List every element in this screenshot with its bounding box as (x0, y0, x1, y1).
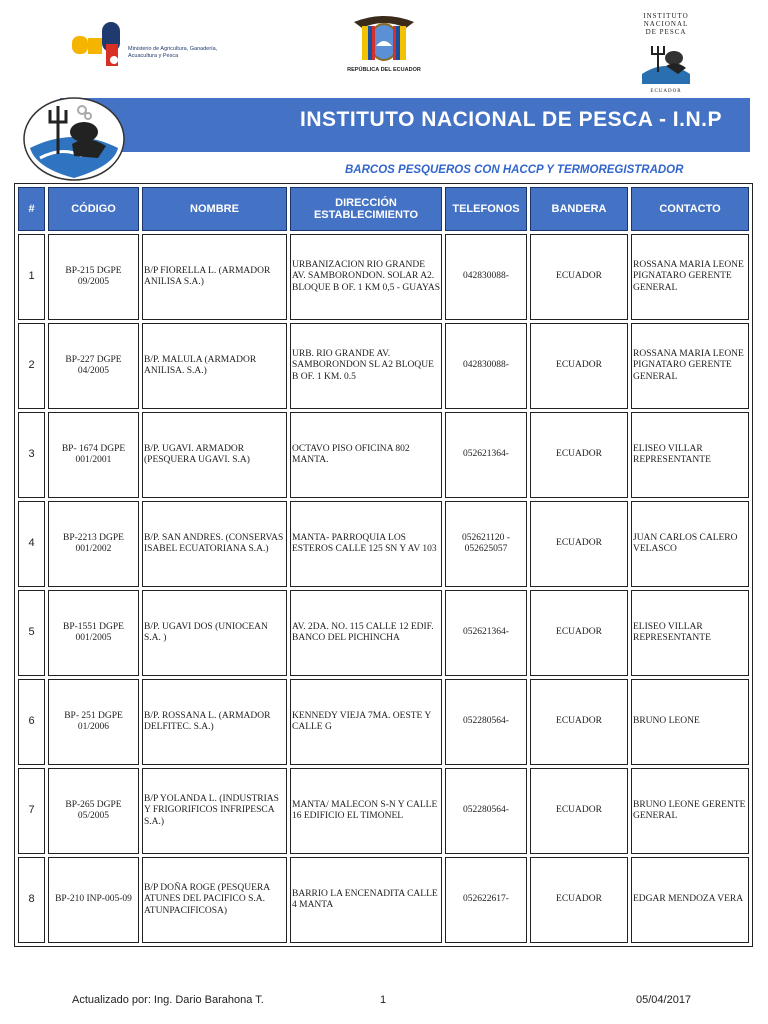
table-row (18, 501, 749, 587)
cell-codigo: BP-210 INP-005-09 (48, 857, 139, 943)
cell-contacto: BRUNO LEONE GERENTE GENERAL (631, 768, 749, 854)
cell-codigo: BP-265 DGPE 05/2005 (48, 768, 139, 854)
inp-logo-line3: DE PESCA (645, 28, 687, 36)
cell-nombre: B/P DOÑA ROGE (PESQUERA ATUNES DEL PACIFICO S.A. ATUNPACIFICOSA) (142, 857, 287, 943)
inp-logo-line2: NACIONAL (643, 20, 689, 28)
cell-nombre: B/P. UGAVI. ARMADOR (PESQUERA UGAVI. S.A) (142, 412, 287, 498)
cell-direccion: AV. 2DA. NO. 115 CALLE 12 EDIF. BANCO DEL PICHINCHA (290, 590, 442, 676)
cell-codigo: BP-215 DGPE 09/2005 (48, 234, 139, 320)
cell-nombre: B/P YOLANDA L. (INDUSTRIAS Y FRIGORIFICOS INFRIPESCA S.A.) (142, 768, 287, 854)
cell-direccion: KENNEDY VIEJA 7MA. OESTE Y CALLE G (290, 679, 442, 765)
cell-nombre: B/P. UGAVI DOS (UNIOCEAN S.A. ) (142, 590, 287, 676)
col-header-telefonos: TELEFONOS (445, 187, 527, 231)
ministry-emblem-icon (72, 18, 124, 68)
footer-date: 05/04/2017 (636, 994, 692, 1006)
table-row (18, 679, 749, 765)
table-row (18, 857, 749, 943)
cell-codigo: BP-1551 DGPE 001/2005 (48, 590, 139, 676)
table-row (18, 590, 749, 676)
cell-codigo: BP- 251 DGPE 01/2006 (48, 679, 139, 765)
cell-telefonos: 052621364- (445, 412, 527, 498)
cell-direccion: OCTAVO PISO OFICINA 802 MANTA. (290, 412, 442, 498)
table-header-row (18, 187, 749, 231)
footer-updated-by: Actualizado por: Ing. Dario Barahona T. (72, 994, 264, 1006)
cell-bandera: ECUADOR (530, 679, 628, 765)
cell-telefonos: 052280564- (445, 679, 527, 765)
cell-direccion: URBANIZACION RIO GRANDE AV. SAMBORONDON. SOLAR A2. BLOQUE B OF. 1 KM 0,5 - GUAYAS (290, 234, 442, 320)
neptune-icon (638, 38, 694, 84)
cell-nombre: B/P. SAN ANDRES. (CONSERVAS ISABEL ECUATORIANA S.A.) (142, 501, 287, 587)
cell-bandera: ECUADOR (530, 501, 628, 587)
col-header-num: # (18, 187, 45, 231)
cell-num: 5 (18, 590, 45, 676)
cell-bandera: ECUADOR (530, 323, 628, 409)
cell-num: 1 (18, 234, 45, 320)
vessels-table (14, 183, 753, 947)
cell-nombre: B/P FIORELLA L. (ARMADOR ANILISA S.A.) (142, 234, 287, 320)
cell-telefonos: 042830088- (445, 323, 527, 409)
inp-logo-line1: INSTITUTO (643, 12, 689, 20)
cell-bandera: ECUADOR (530, 857, 628, 943)
table-row (18, 323, 749, 409)
cell-direccion: MANTA/ MALECON S-N Y CALLE 16 EDIFICIO EL TIMONEL (290, 768, 442, 854)
cell-direccion: MANTA- PARROQUIA LOS ESTEROS CALLE 125 SN Y AV 103 (290, 501, 442, 587)
inp-neptune-logo-icon (22, 96, 126, 182)
ministry-logo (72, 16, 218, 74)
cell-telefonos: 052621120 - 052625057 (445, 501, 527, 587)
cell-codigo: BP- 1674 DGPE 001/2001 (48, 412, 139, 498)
cell-nombre: B/P. MALULA (ARMADOR ANILISA. S.A.) (142, 323, 287, 409)
cell-telefonos: 052621364- (445, 590, 527, 676)
cell-telefonos: 042830088- (445, 234, 527, 320)
col-header-bandera: BANDERA (530, 187, 628, 231)
coat-of-arms-icon (336, 12, 432, 66)
cell-num: 7 (18, 768, 45, 854)
table-body (18, 234, 749, 943)
cell-contacto: ELISEO VILLAR REPRESENTANTE (631, 412, 749, 498)
ecuador-caption: REPÚBLICA DEL ECUADOR (347, 67, 421, 73)
ministry-name: Ministerio de Agricultura, Ganadería, Acuacultura y Pesca (128, 46, 218, 59)
cell-bandera: ECUADOR (530, 590, 628, 676)
cell-codigo: BP-227 DGPE 04/2005 (48, 323, 139, 409)
cell-contacto: BRUNO LEONE (631, 679, 749, 765)
table-row (18, 234, 749, 320)
cell-telefonos: 052622617- (445, 857, 527, 943)
col-header-nombre: NOMBRE (142, 187, 287, 231)
inp-logo-right (628, 10, 704, 94)
cell-bandera: ECUADOR (530, 234, 628, 320)
cell-num: 6 (18, 679, 45, 765)
cell-direccion: BARRIO LA ENCENADITA CALLE 4 MANTA (290, 857, 442, 943)
col-header-direccion: DIRECCIÓN ESTABLECIMIENTO (290, 187, 442, 231)
cell-num: 8 (18, 857, 45, 943)
table-row (18, 768, 749, 854)
cell-contacto: EDGAR MENDOZA VERA (631, 857, 749, 943)
cell-codigo: BP-2213 DGPE 001/2002 (48, 501, 139, 587)
inp-logo-bottom: ECUADOR (650, 89, 682, 94)
cell-bandera: ECUADOR (530, 412, 628, 498)
cell-nombre: B/P. ROSSANA L. (ARMADOR DELFITEC. S.A.) (142, 679, 287, 765)
cell-contacto: JUAN CARLOS CALERO VELASCO (631, 501, 749, 587)
cell-num: 4 (18, 501, 45, 587)
cell-contacto: ROSSANA MARIA LEONE PIGNATARO GERENTE GENERAL (631, 234, 749, 320)
page-subtitle: BARCOS PESQUEROS CON HACCP Y TERMOREGISTRADOR (345, 164, 684, 176)
cell-num: 2 (18, 323, 45, 409)
cell-num: 3 (18, 412, 45, 498)
footer-page-number: 1 (380, 994, 387, 1006)
col-header-contacto: CONTACTO (631, 187, 749, 231)
col-header-codigo: CÓDIGO (48, 187, 139, 231)
cell-contacto: ELISEO VILLAR REPRESENTANTE (631, 590, 749, 676)
table-row (18, 412, 749, 498)
page-title: INSTITUTO NACIONAL DE PESCA - I.N.P (300, 108, 722, 131)
cell-contacto: ROSSANA MARIA LEONE PIGNATARO GERENTE GENERAL (631, 323, 749, 409)
ecuador-coat-of-arms (336, 12, 432, 78)
cell-telefonos: 052280564- (445, 768, 527, 854)
cell-bandera: ECUADOR (530, 768, 628, 854)
cell-direccion: URB. RIO GRANDE AV. SAMBORONDON SL A2 BLOQUE B OF. 1 KM. 0.5 (290, 323, 442, 409)
